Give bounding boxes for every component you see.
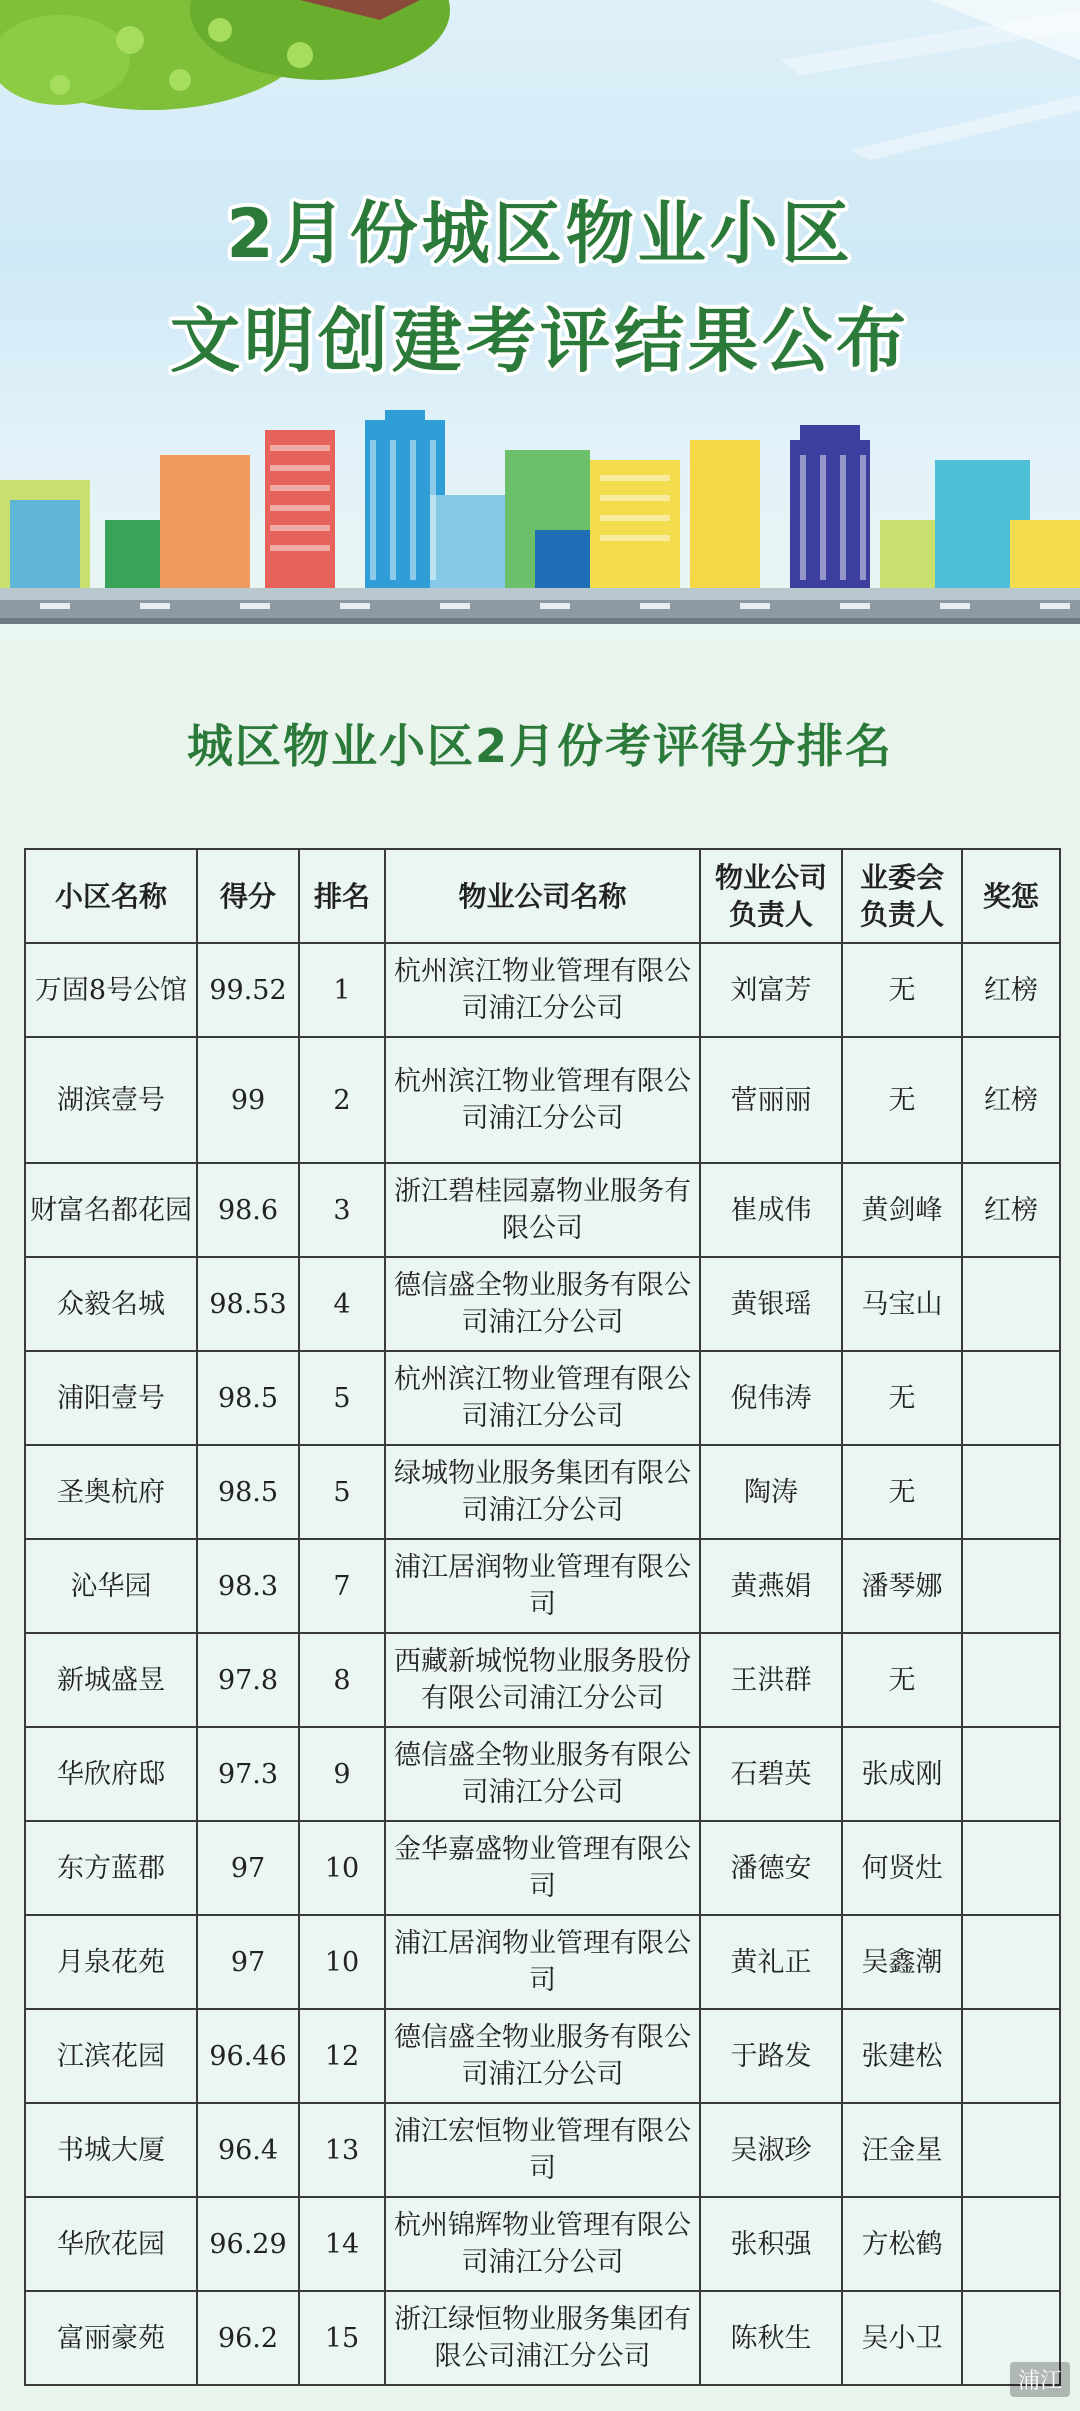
cell-rank: 8 xyxy=(299,1633,385,1727)
cell-community-name: 众毅名城 xyxy=(25,1257,197,1351)
cell-company-manager: 张积强 xyxy=(700,2197,842,2291)
cell-score: 98.5 xyxy=(197,1445,299,1539)
cell-rank: 15 xyxy=(299,2291,385,2385)
cell-community-name: 富丽豪苑 xyxy=(25,2291,197,2385)
banner-title-line2: 文明创建考评结果公布 xyxy=(170,300,910,382)
cell-rank: 10 xyxy=(299,1915,385,2009)
cell-committee-head: 马宝山 xyxy=(842,1257,962,1351)
header-banner xyxy=(0,0,1080,645)
table-row xyxy=(25,1163,1060,1257)
cell-company: 绿城物业服务集团有限公司浦江分公司 xyxy=(385,1445,700,1539)
cell-community-name: 东方蓝郡 xyxy=(25,1821,197,1915)
cell-award xyxy=(962,1633,1060,1727)
ranking-table xyxy=(24,848,1061,2386)
cell-rank: 4 xyxy=(299,1257,385,1351)
cell-score: 97 xyxy=(197,1915,299,2009)
table-row xyxy=(25,1539,1060,1633)
cell-company: 杭州滨江物业管理有限公司浦江分公司 xyxy=(385,1037,700,1163)
watermark: 浦江 xyxy=(1010,2362,1070,2397)
cell-rank: 1 xyxy=(299,943,385,1037)
cell-community-name: 浦阳壹号 xyxy=(25,1351,197,1445)
cell-committee-head: 方松鹤 xyxy=(842,2197,962,2291)
cell-score: 99.52 xyxy=(197,943,299,1037)
cell-award: 红榜 xyxy=(962,943,1060,1037)
table-row xyxy=(25,1257,1060,1351)
cell-rank: 12 xyxy=(299,2009,385,2103)
cell-company-manager: 石碧英 xyxy=(700,1727,842,1821)
cell-company-manager: 菅丽丽 xyxy=(700,1037,842,1163)
cell-committee-head: 无 xyxy=(842,1445,962,1539)
table-row xyxy=(25,1351,1060,1445)
cell-community-name: 财富名都花园 xyxy=(25,1163,197,1257)
cell-committee-head: 张成刚 xyxy=(842,1727,962,1821)
cell-company: 金华嘉盛物业管理有限公司 xyxy=(385,1821,700,1915)
cell-company-manager: 于路发 xyxy=(700,2009,842,2103)
cell-company: 德信盛全物业服务有限公司浦江分公司 xyxy=(385,1257,700,1351)
cell-committee-head: 吴小卫 xyxy=(842,2291,962,2385)
cell-committee-head: 无 xyxy=(842,943,962,1037)
cell-company-manager: 倪伟涛 xyxy=(700,1351,842,1445)
header-community-name: 小区名称 xyxy=(25,849,197,943)
cell-community-name: 圣奥杭府 xyxy=(25,1445,197,1539)
cell-score: 97.8 xyxy=(197,1633,299,1727)
table-row xyxy=(25,1037,1060,1163)
header-company: 物业公司名称 xyxy=(385,849,700,943)
cell-award xyxy=(962,2009,1060,2103)
table-row xyxy=(25,943,1060,1037)
cell-award xyxy=(962,1257,1060,1351)
cell-company-manager: 黄银瑶 xyxy=(700,1257,842,1351)
cell-company: 德信盛全物业服务有限公司浦江分公司 xyxy=(385,1727,700,1821)
header-company-manager: 物业公司负责人 xyxy=(700,849,842,943)
cell-company: 浙江绿恒物业服务集团有限公司浦江分公司 xyxy=(385,2291,700,2385)
cell-rank: 5 xyxy=(299,1351,385,1445)
cell-score: 96.29 xyxy=(197,2197,299,2291)
cell-community-name: 华欣花园 xyxy=(25,2197,197,2291)
cell-company: 杭州滨江物业管理有限公司浦江分公司 xyxy=(385,1351,700,1445)
cell-company-manager: 黄礼正 xyxy=(700,1915,842,2009)
cell-company: 浦江宏恒物业管理有限公司 xyxy=(385,2103,700,2197)
cell-company: 浦江居润物业管理有限公司 xyxy=(385,1539,700,1633)
cell-award xyxy=(962,1821,1060,1915)
cell-company: 浦江居润物业管理有限公司 xyxy=(385,1915,700,2009)
cell-score: 98.5 xyxy=(197,1351,299,1445)
cell-committee-head: 张建松 xyxy=(842,2009,962,2103)
cell-award xyxy=(962,2103,1060,2197)
cell-rank: 7 xyxy=(299,1539,385,1633)
section-title: 城区物业小区2月份考评得分排名 xyxy=(186,719,893,773)
table-header-row xyxy=(25,849,1060,943)
cell-committee-head: 何贤灶 xyxy=(842,1821,962,1915)
cell-score: 98.3 xyxy=(197,1539,299,1633)
cell-score: 96.4 xyxy=(197,2103,299,2197)
cell-committee-head: 无 xyxy=(842,1633,962,1727)
cell-community-name: 新城盛昱 xyxy=(25,1633,197,1727)
cell-award: 红榜 xyxy=(962,1037,1060,1163)
cell-community-name: 沁华园 xyxy=(25,1539,197,1633)
table-row xyxy=(25,1633,1060,1727)
table-row xyxy=(25,1915,1060,2009)
cell-community-name: 万固8号公馆 xyxy=(25,943,197,1037)
header-award: 奖惩 xyxy=(962,849,1060,943)
cell-rank: 13 xyxy=(299,2103,385,2197)
cell-company-manager: 王洪群 xyxy=(700,1633,842,1727)
cell-company: 杭州锦辉物业管理有限公司浦江分公司 xyxy=(385,2197,700,2291)
cell-award xyxy=(962,1727,1060,1821)
cell-company: 西藏新城悦物业服务股份有限公司浦江分公司 xyxy=(385,1633,700,1727)
table-row xyxy=(25,2291,1060,2385)
cell-company: 浙江碧桂园嘉物业服务有限公司 xyxy=(385,1163,700,1257)
cell-award xyxy=(962,1445,1060,1539)
header-score: 得分 xyxy=(197,849,299,943)
cell-rank: 2 xyxy=(299,1037,385,1163)
cell-company: 德信盛全物业服务有限公司浦江分公司 xyxy=(385,2009,700,2103)
cell-committee-head: 吴鑫潮 xyxy=(842,1915,962,2009)
cell-score: 98.53 xyxy=(197,1257,299,1351)
cell-award xyxy=(962,1351,1060,1445)
cell-rank: 9 xyxy=(299,1727,385,1821)
cell-award xyxy=(962,2197,1060,2291)
cell-score: 97.3 xyxy=(197,1727,299,1821)
cell-company-manager: 吴淑珍 xyxy=(700,2103,842,2197)
cell-community-name: 书城大厦 xyxy=(25,2103,197,2197)
cell-rank: 14 xyxy=(299,2197,385,2291)
header-rank: 排名 xyxy=(299,849,385,943)
table-row xyxy=(25,1445,1060,1539)
cell-award xyxy=(962,1539,1060,1633)
cell-score: 96.2 xyxy=(197,2291,299,2385)
cell-score: 96.46 xyxy=(197,2009,299,2103)
banner-title-line1: 2月份城区物业小区 xyxy=(226,195,854,274)
cell-rank: 10 xyxy=(299,1821,385,1915)
table-row xyxy=(25,2103,1060,2197)
cell-company: 杭州滨江物业管理有限公司浦江分公司 xyxy=(385,943,700,1037)
cell-score: 97 xyxy=(197,1821,299,1915)
cell-community-name: 湖滨壹号 xyxy=(25,1037,197,1163)
cell-community-name: 江滨花园 xyxy=(25,2009,197,2103)
cell-rank: 5 xyxy=(299,1445,385,1539)
cell-company-manager: 崔成伟 xyxy=(700,1163,842,1257)
cell-score: 98.6 xyxy=(197,1163,299,1257)
cell-company-manager: 潘德安 xyxy=(700,1821,842,1915)
cell-committee-head: 无 xyxy=(842,1351,962,1445)
table-row xyxy=(25,2197,1060,2291)
cell-score: 99 xyxy=(197,1037,299,1163)
cell-company-manager: 黄燕娟 xyxy=(700,1539,842,1633)
cell-committee-head: 潘琴娜 xyxy=(842,1539,962,1633)
cell-award xyxy=(962,1915,1060,2009)
cell-community-name: 华欣府邸 xyxy=(25,1727,197,1821)
table-row xyxy=(25,1821,1060,1915)
cell-committee-head: 汪金星 xyxy=(842,2103,962,2197)
cell-committee-head: 无 xyxy=(842,1037,962,1163)
table-row xyxy=(25,2009,1060,2103)
table-row xyxy=(25,1727,1060,1821)
cell-company-manager: 陶涛 xyxy=(700,1445,842,1539)
cell-award: 红榜 xyxy=(962,1163,1060,1257)
header-committee-head: 业委会负责人 xyxy=(842,849,962,943)
cell-community-name: 月泉花苑 xyxy=(25,1915,197,2009)
cell-company-manager: 刘富芳 xyxy=(700,943,842,1037)
cell-company-manager: 陈秋生 xyxy=(700,2291,842,2385)
cell-committee-head: 黄剑峰 xyxy=(842,1163,962,1257)
cell-rank: 3 xyxy=(299,1163,385,1257)
